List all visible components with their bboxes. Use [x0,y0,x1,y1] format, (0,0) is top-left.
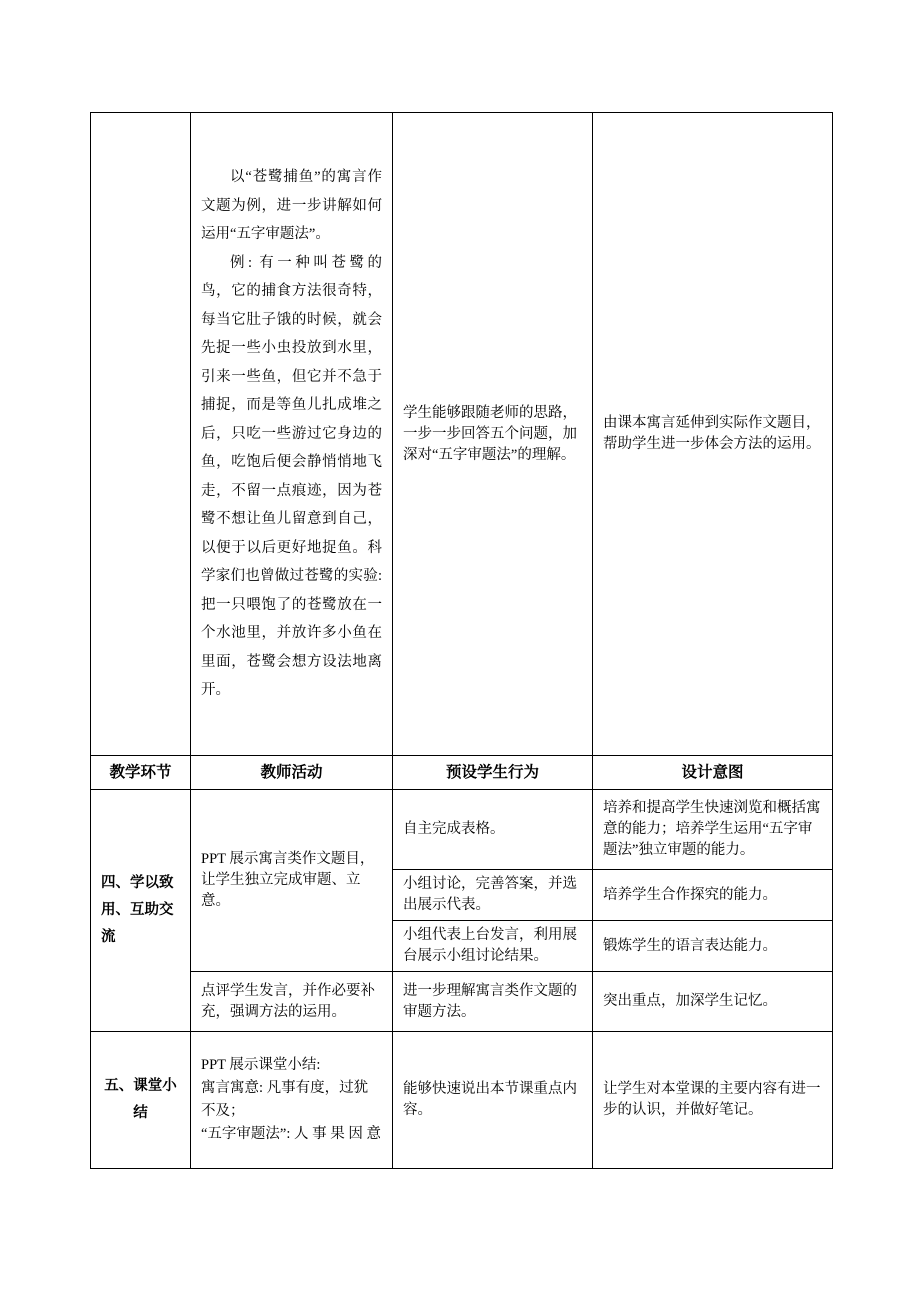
fable-intro-paragraph: 以“苍鹭捕鱼”的寓言作文题为例，进一步讲解如何运用“五字审题法”。 [201,169,382,243]
cell-teacher-summary [191,1032,393,1169]
cell-teacher-fable [191,113,393,756]
summary-line-title: PPT 展示课堂小结: [201,1057,321,1073]
cell-stage-section4: 四、学以致用、互助交流 [91,790,191,1032]
cell-intent-notes: 让学生对本堂课的主要内容有进一步的认识，并做好笔记。 [593,1032,833,1169]
cell-intent-expression: 锻炼学生的语言表达能力。 [593,921,833,972]
table-row-review [91,972,833,1032]
header-teacher-activity: 教师活动 [191,756,393,790]
table-row-fable [91,113,833,756]
table-row-practice-1 [91,790,833,870]
table-header-row [91,756,833,790]
cell-stage-section5: 五、课堂小结 [91,1032,191,1169]
cell-intent-extend: 由课本寓言延伸到实际作文题目，帮助学生进一步体会方法的运用。 [593,113,833,756]
fable-example-paragraph: 例: 有一种叫苍鹭的鸟，它的捕食方法很奇特，每当它肚子饿的时候，就会先捉一些小虫投放到水里，引来一些鱼，但它并不急于捕捉，而是等鱼儿扎成堆之后，只吃一些游过它身边的鱼，吃饱后便会静悄悄地飞走，不留一点痕迹，因为苍鹭不想让鱼儿留意到自己，以便于以后更好地捉鱼。科学家们也曾做过苍鹭的实验: 把一只喂饱了的苍鹭放在一个水池里，并放许多小鱼在里面，苍鹭会想方设法地离开。 [201,254,382,699]
header-teaching-stage: 教学环节 [91,756,191,790]
cell-student-understand-method: 进一步理解寓言类作文题的审题方法。 [393,972,593,1032]
table-row-summary [91,1032,833,1169]
cell-intent-cooperation: 培养学生合作探究的能力。 [593,870,833,921]
lesson-plan-table [90,112,833,1169]
cell-student-self-complete: 自主完成表格。 [393,790,593,870]
cell-student-group-discuss: 小组讨论，完善答案，并选出展示代表。 [393,870,593,921]
cell-stage-empty [91,113,191,756]
header-design-intent: 设计意图 [593,756,833,790]
cell-student-follow: 学生能够跟随老师的思路，一步一步回答五个问题，加深对“五字审题法”的理解。 [393,113,593,756]
cell-teacher-comment: 点评学生发言，并作必要补充，强调方法的运用。 [191,972,393,1032]
cell-intent-key-points: 突出重点，加深学生记忆。 [593,972,833,1032]
summary-line-moral: 寓言寓意: 凡事有度，过犹不及； [201,1080,369,1119]
header-student-behavior: 预设学生行为 [393,756,593,790]
cell-student-representative-speak: 小组代表上台发言，利用展台展示小组讨论结果。 [393,921,593,972]
summary-line-method: “五字审题法”: 人 事 果 因 意 [201,1126,382,1142]
cell-student-recall: 能够快速说出本节课重点内容。 [393,1032,593,1169]
cell-intent-independent-review: 培养和提高学生快速浏览和概括寓意的能力；培养学生运用“五字审题法”独立审题的能力。 [593,790,833,870]
cell-teacher-ppt-exercise: PPT 展示寓言类作文题目，让学生独立完成审题、立意。 [191,790,393,972]
